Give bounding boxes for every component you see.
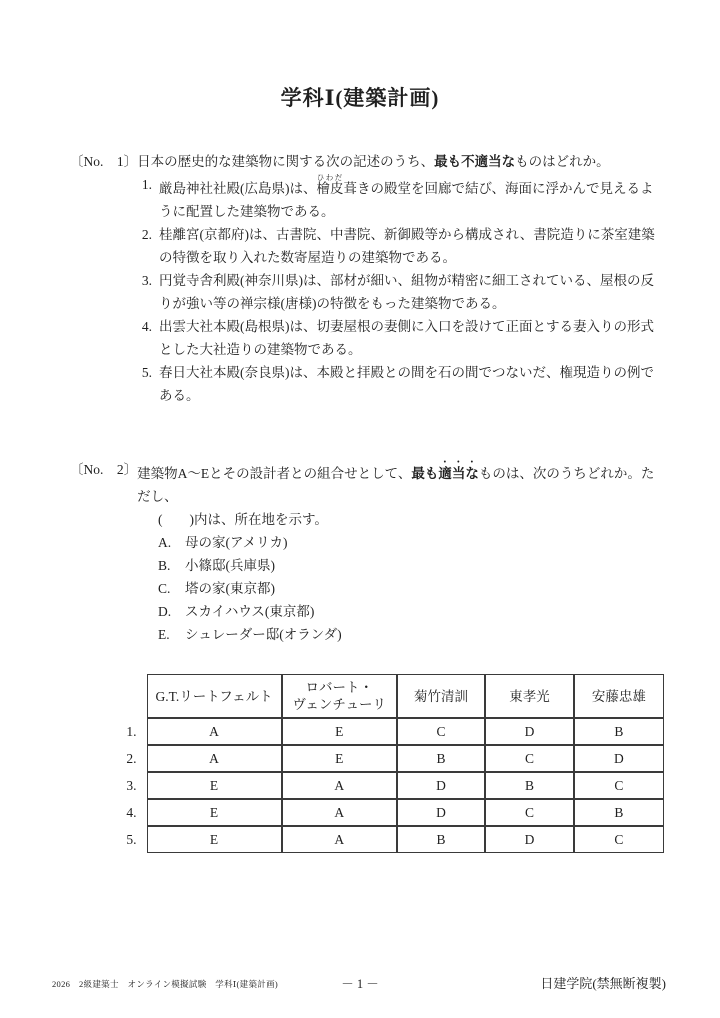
option-b (158, 554, 664, 577)
answer-cell: C (574, 772, 664, 799)
answer-row-5 (104, 826, 664, 853)
answer-row-number: 3. (126, 778, 137, 793)
item-number: 2. (141, 227, 152, 242)
option-letter: A. (158, 535, 172, 550)
header-text-line2: ヴェンチューリ (292, 697, 386, 712)
question-2-stem-emphasized: 適当な (438, 466, 479, 481)
header-venturi (282, 674, 397, 718)
header-spacer-cell (104, 674, 147, 718)
question-1-item-4 (130, 315, 664, 361)
question-1-item-3 (130, 269, 664, 315)
option-text: 塔の家(東京都) (185, 581, 275, 596)
question-1-stem-post: ものはどれか。 (515, 154, 610, 169)
answer-cell: D (485, 718, 573, 745)
question-1-item-1 (130, 173, 664, 223)
option-letter: D. (158, 604, 172, 619)
answer-table-header-row (104, 674, 664, 718)
answer-cell: E (147, 826, 282, 853)
answer-table (104, 674, 664, 853)
furigana-hiwada (316, 173, 344, 196)
footer-page-number: － 1 － (341, 977, 379, 991)
ruby-base: 檜皮 (316, 181, 344, 196)
answer-cell: B (574, 799, 664, 826)
header-azuma (485, 674, 573, 718)
answer-cell: A (282, 772, 397, 799)
header-text-line1: ロバート・ (305, 680, 373, 695)
answer-row-4 (104, 799, 664, 826)
question-2-options (130, 531, 664, 646)
question-2-number-label: 〔No. 2〕 (70, 462, 138, 477)
option-c (158, 577, 664, 600)
option-d (158, 600, 664, 623)
item-text: 春日大社本殿(奈良県)は、本殿と拝殿との間を石の間でつないだ、権現造りの例である。 (159, 365, 654, 403)
question-1-stem-pre: 日本の歴史的な建築物に関する次の記述のうち、 (137, 154, 435, 169)
header-ando (574, 674, 664, 718)
answer-cell: E (147, 799, 282, 826)
question-1 (70, 150, 664, 407)
answer-row-number: 5. (126, 832, 137, 847)
answer-row-1 (104, 718, 664, 745)
answer-cell: E (147, 772, 282, 799)
answer-cell: C (485, 745, 573, 772)
item-number: 1. (141, 177, 152, 192)
footer-exam-info: 2026 2級建築士 オンライン模擬試験 学科Ⅰ(建築計画) (52, 979, 279, 989)
header-text: 安藤忠雄 (591, 688, 646, 704)
answer-cell: D (485, 826, 573, 853)
answer-cell: D (397, 772, 485, 799)
item-number: 3. (141, 273, 152, 288)
item-1-pre: 厳島神社社殿(広島県)は、 (159, 181, 317, 196)
item-number: 4. (141, 319, 152, 334)
option-text: スカイハウス(東京都) (185, 604, 315, 619)
question-1-number-label: 〔No. 1〕 (70, 154, 138, 169)
answer-cell: A (147, 745, 282, 772)
page-title: 学科Ⅰ(建築計画) (280, 86, 440, 110)
item-1-post: 葺きの殿堂を回廊で結び、海面に浮かんで見えるように配置した建築物である。 (159, 181, 654, 219)
option-text: 母の家(アメリカ) (185, 535, 288, 550)
question-2-stem-row (70, 458, 664, 508)
header-rietveld (147, 674, 282, 718)
option-e (158, 623, 664, 646)
answer-cell: C (397, 718, 485, 745)
answer-row-number: 1. (126, 724, 137, 739)
option-letter: C. (158, 581, 171, 596)
question-2 (70, 458, 664, 853)
header-text: G.T.リートフェルト (155, 688, 273, 704)
item-text: 円覚寺舎利殿(神奈川県)は、部材が細い、組物が精密に細工されている、屋根の反りが強い等の禅宗様(唐様)の特徴をもった建築物である。 (159, 273, 654, 311)
header-kikutake (397, 674, 485, 718)
answer-row-2 (104, 745, 664, 772)
question-1-items (130, 173, 664, 407)
question-2-stem-pre: 建築物A〜Eとその設計者との組合せとして、 (137, 466, 412, 481)
answer-row-number: 2. (126, 751, 137, 766)
option-letter: E. (158, 627, 170, 642)
answer-cell: C (574, 826, 664, 853)
ruby-text: ひわだ (316, 173, 344, 182)
question-1-stem-bold: 最も不適当な (434, 154, 516, 169)
answer-cell: D (397, 799, 485, 826)
answer-table-wrap (104, 674, 664, 853)
option-text: 小篠邸(兵庫県) (185, 558, 275, 573)
option-a (158, 531, 664, 554)
question-2-stem-line2-row (130, 508, 664, 531)
answer-cell: A (147, 718, 282, 745)
answer-cell: E (282, 745, 397, 772)
option-letter: B. (158, 558, 171, 573)
answer-cell: A (282, 826, 397, 853)
answer-cell: B (574, 718, 664, 745)
answer-cell: D (574, 745, 664, 772)
answer-cell: C (485, 799, 573, 826)
answer-cell: E (282, 718, 397, 745)
question-1-item-5 (130, 361, 664, 407)
question-2-stem-post: ものは、次のうちどれか。ただし、 (137, 466, 655, 504)
item-number: 5. (141, 365, 152, 380)
footer-publisher: 日建学院(禁無断複製) (540, 976, 666, 991)
header-text: 菊竹清訓 (414, 688, 469, 704)
answer-cell: B (485, 772, 573, 799)
option-text: シュレーダー邸(オランダ) (185, 627, 342, 642)
question-1-item-2 (130, 223, 664, 269)
question-1-stem (137, 150, 664, 173)
item-text: 出雲大社本殿(島根県)は、切妻屋根の妻側に入口を設けて正面とする妻入りの形式とした大社造りの建築物である。 (159, 319, 654, 357)
item-text: 桂離宮(京都府)は、古書院、中書院、新御殿等から構成され、書院造りに茶室建築の特徴を取り入れた数寄屋造りの建築物である。 (159, 227, 655, 265)
header-text: 東孝光 (509, 688, 550, 704)
item-text (159, 173, 664, 223)
question-1-stem-row (70, 150, 664, 173)
answer-row-3 (104, 772, 664, 799)
answer-cell: B (397, 826, 485, 853)
question-2-stem (137, 458, 664, 508)
answer-cell: B (397, 745, 485, 772)
answer-row-number: 4. (126, 805, 137, 820)
question-2-stem-line2: ( )内は、所在地を示す。 (158, 512, 328, 527)
question-2-stem-bold: 最も (411, 466, 439, 481)
page-footer (0, 972, 720, 992)
answer-cell: A (282, 799, 397, 826)
